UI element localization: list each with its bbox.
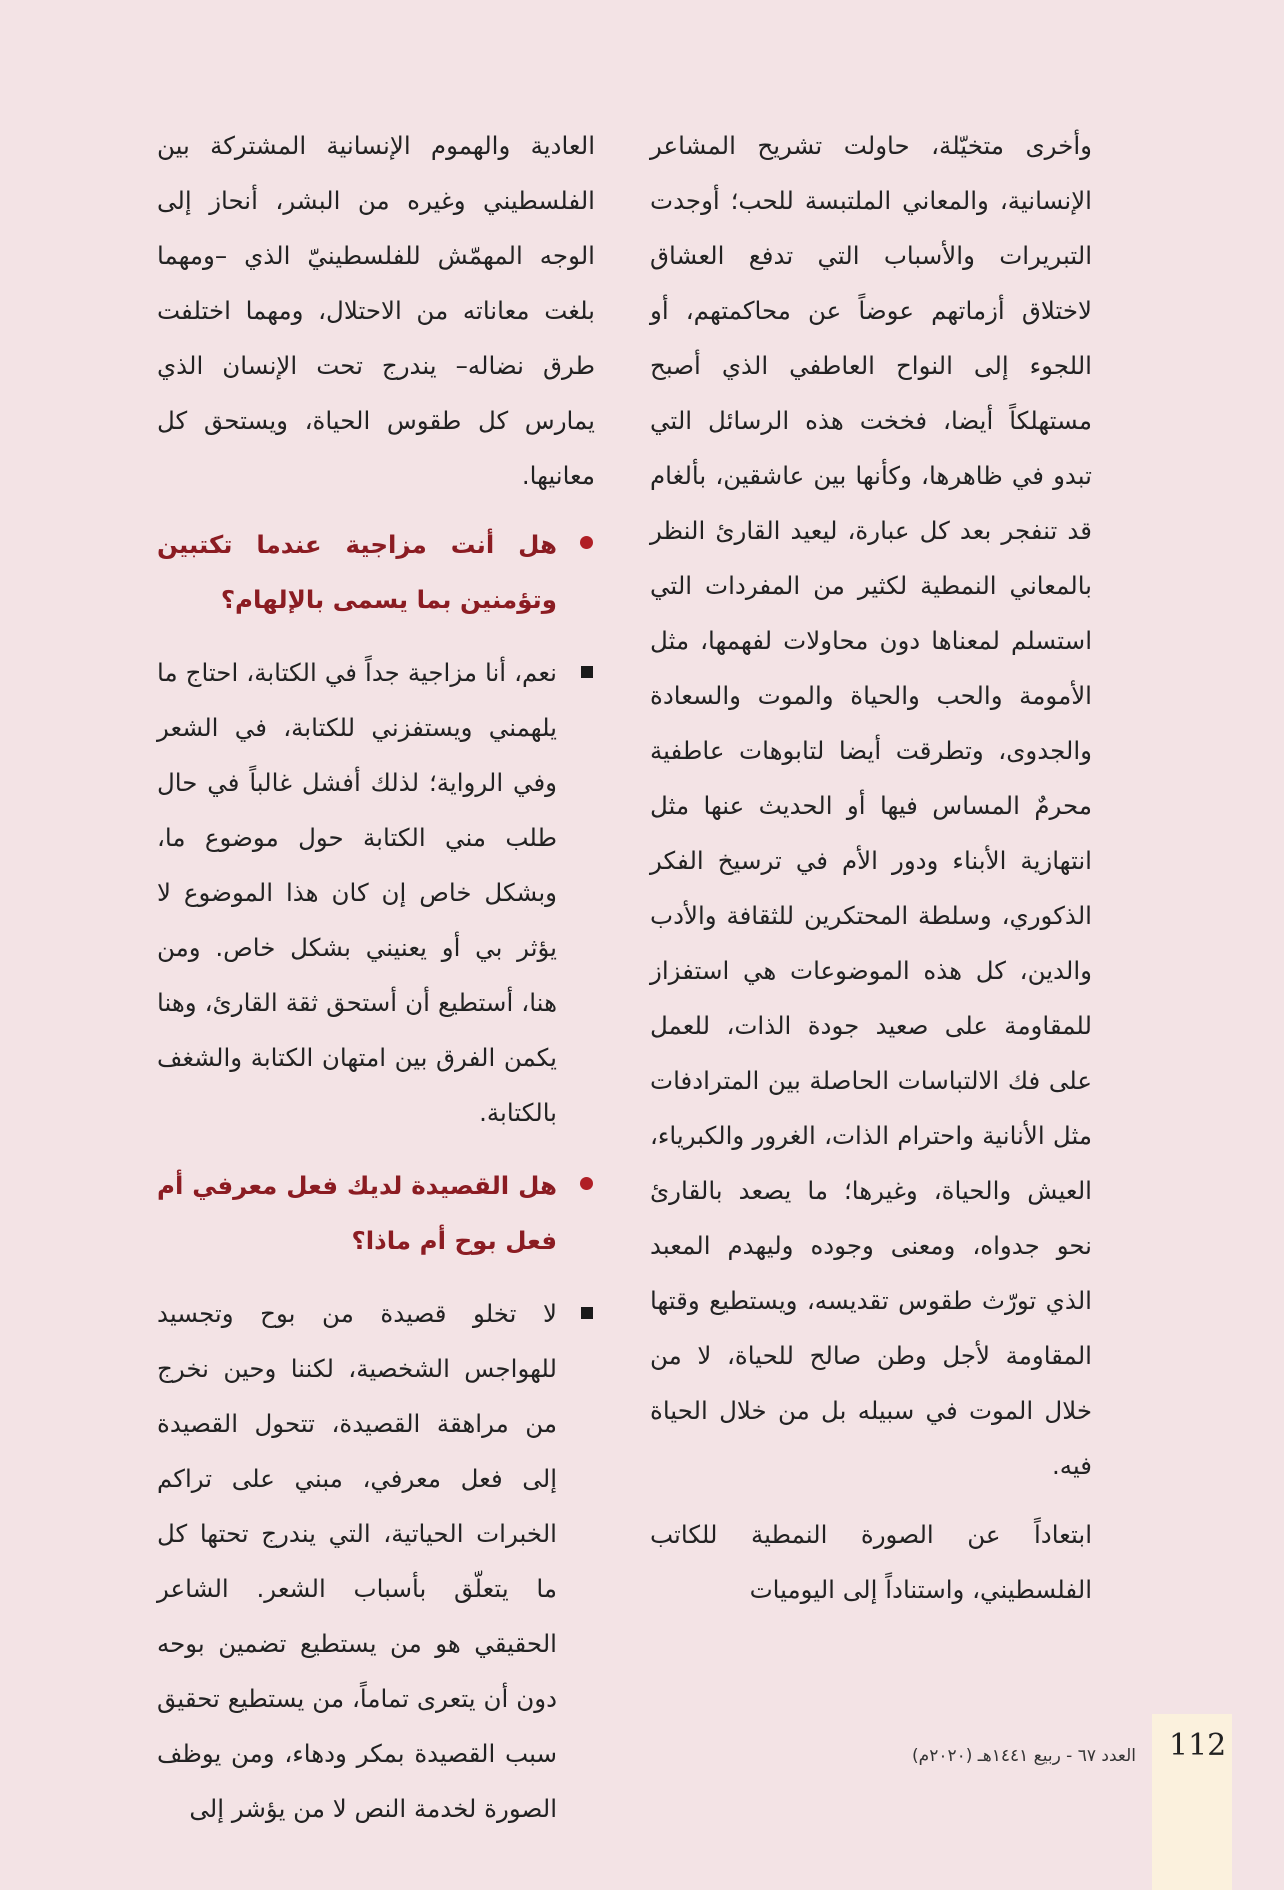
square-bullet-icon: [581, 1307, 593, 1319]
question-text: هل أنت مزاجية عندما تكتبين وتؤمنين بما يسمى بالإلهام؟: [157, 530, 557, 614]
square-bullet-icon: [581, 666, 593, 678]
interview-answer: [157, 1286, 595, 1836]
body-paragraph: ابتعاداً عن الصورة النمطية للكاتب الفلسطيني، واستناداً إلى اليوميات: [650, 1520, 1092, 1604]
interview-question: [157, 1158, 595, 1268]
answer-text: نعم، أنا مزاجية جداً في الكتابة، احتاج ما يلهمني ويستفزني للكتابة، في الشعر وفي الرواية؛ لذلك أفشل غالباً في حال طلب مني الكتابة حول موضوع ما، وبشكل خاص إن كان هذا الموضوع لا يؤثر بي أو يعنيني بشكل خاص. ومن هنا، أستطيع أن أستحق ثقة القارئ، وهنا يكمن الفرق بين امتهان الكتابة والشغف بالكتابة.: [157, 658, 557, 1127]
answer-text: لا تخلو قصيدة من بوح وتجسيد للهواجس الشخصية، لكننا وحين نخرج من مراهقة القصيدة، تتحول القصيدة إلى فعل معرفي، مبني على تراكم الخبرات الحياتية، التي يندرج تحتها كل ما يتعلّق بأسباب الشعر. الشاعر الحقيقي هو من يستطيع تضمين بوحه دون أن يتعرى تماماً، من يستطيع تحقيق سبب القصيدة بمكر ودهاء، ومن يوظف الصورة لخدمة النص لا من يؤشر إلى: [157, 1299, 557, 1823]
left-text-column: [157, 118, 595, 1854]
page-number: 112: [1169, 1728, 1227, 1763]
interview-question: [157, 517, 595, 627]
round-bullet-icon: [580, 536, 593, 549]
round-bullet-icon: [580, 1177, 593, 1190]
right-text-column: [650, 118, 1092, 1631]
interview-answer: [157, 645, 595, 1140]
body-paragraph: العادية والهموم الإنسانية المشتركة بين الفلسطيني وغيره من البشر، أنحاز إلى الوجه المهمّش للفلسطينيّ الذي –ومهما بلغت معاناته من الاحتلال، ومهما اختلفت طرق نضاله– يندرج تحت الإنسان الذي يمارس كل طقوس الحياة، ويستحق كل معانيها.: [157, 131, 595, 490]
body-paragraph: وأخرى متخيّلة، حاولت تشريح المشاعر الإنسانية، والمعاني الملتبسة للحب؛ أوجدت التبريرات والأسباب التي تدفع العشاق لاختلاق أزماتهم عوضاً عن محاكمتهم، أو اللجوء إلى النواح العاطفي الذي أصبح مستهلكاً أيضا، فخخت هذه الرسائل التي تبدو في ظاهرها، وكأنها بين عاشقين، بألغام قد تنفجر بعد كل عبارة، ليعيد القارئ النظر بالمعاني النمطية لكثير من المفردات التي استسلم لمعناها دون محاولات لفهمها، مثل الأمومة والحب والحياة والموت والسعادة والجدوى، وتطرقت أيضا لتابوهات عاطفية محرمٌ المساس فيها أو الحديث عنها مثل انتهازية الأبناء ودور الأم في ترسيخ الفكر الذكوري، وسلطة المحتكرين للثقافة والأدب والدين، كل هذه الموضوعات هي استفزاز للمقاومة على صعيد جودة الذات، للعمل على فك الالتباسات الحاصلة بين المترادفات مثل الأنانية واحترام الذات، الغرور والكبرياء، العيش والحياة، وغيرها؛ ما يصعد بالقارئ نحو جدواه، ومعنى وجوده وليهدم المعبد الذي تورّث طقوس تقديسه، ويستطيع وقتها المقاومة لأجل وطن صالح للحياة، لا من خلال الموت في سبيله بل من خلال الحياة فيه.: [650, 131, 1092, 1480]
issue-info: العدد ٦٧ - ربيع ١٤٤١هـ (٢٠٢٠م): [912, 1746, 1136, 1766]
question-text: هل القصيدة لديك فعل معرفي أم فعل بوح أم ماذا؟: [157, 1171, 557, 1255]
